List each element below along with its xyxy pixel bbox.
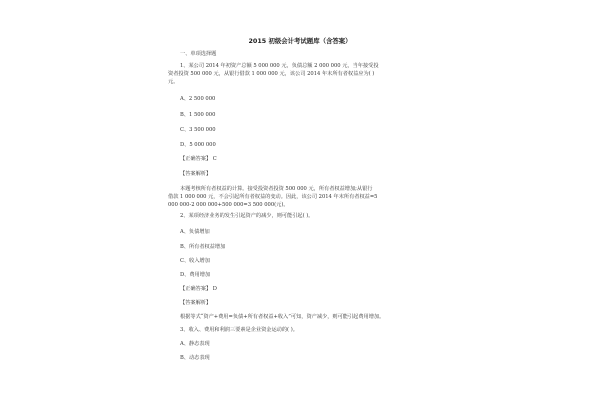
- question-1-option-d: D、5 000 000: [180, 142, 216, 148]
- question-2-analysis-line-1: 根据等式“资产+费用=负债+所有者权益+收入”可知，资产减少，则可能引起费用增加。: [180, 314, 385, 320]
- question-1-analysis-label: 【答案解析】: [180, 171, 212, 177]
- question-2-line-1: 2、某项经济业务的发生引起资产的减少，则可能引起( )。: [180, 213, 314, 219]
- question-2-option-a: A、负债增加: [180, 229, 210, 235]
- question-3-option-b: B、动态表现: [180, 355, 210, 361]
- question-1-analysis-line-1: 本题考核所有者权益的计算。接受投资者投资 500 000 元，所有者权益增加;从银行: [180, 186, 373, 192]
- question-1-option-c: C、3 500 000: [180, 127, 216, 133]
- question-2-answer: 【正确答案】 D: [180, 286, 217, 292]
- question-1-line-2: 资者投资 500 000 元，从银行借款 1 000 000 元，该公司 2014 年末所有者权益应为( ): [168, 71, 375, 77]
- question-2-analysis-label: 【答案解析】: [180, 300, 212, 306]
- question-2-option-d: D、费用增加: [180, 272, 211, 278]
- question-1-analysis-line-2: 借款 1 000 000 元，不会引起所有者权益的变动。因此，该公司 2014 年末所有者权益=5: [168, 194, 378, 200]
- question-1-option-b: B、1 500 000: [180, 112, 216, 118]
- question-1-option-a: A、2 500 000: [180, 96, 216, 102]
- question-3-line-1: 3、收入、费用和利润三要素是企业资金运动的( )。: [180, 327, 298, 333]
- question-1-answer: 【正确答案】 C: [180, 156, 217, 162]
- question-1-line-1: 1、某公司 2014 年初资产总额 5 000 000 元，负债总额 2 000 000 元，当年接受投: [180, 63, 379, 69]
- question-1-analysis-line-3: 000 000-2 000 000+500 000=3 500 000(元)。: [168, 202, 289, 208]
- page-title: 2015 初级会计考试题库（含答案）: [248, 37, 352, 45]
- question-3-option-a: A、静态表现: [180, 341, 210, 347]
- question-1-line-3: 元。: [168, 79, 179, 85]
- section-heading: 一、单项选择题: [180, 51, 217, 57]
- question-2-option-c: C、收入增加: [180, 258, 210, 264]
- question-2-option-b: B、所有者权益增加: [180, 244, 226, 250]
